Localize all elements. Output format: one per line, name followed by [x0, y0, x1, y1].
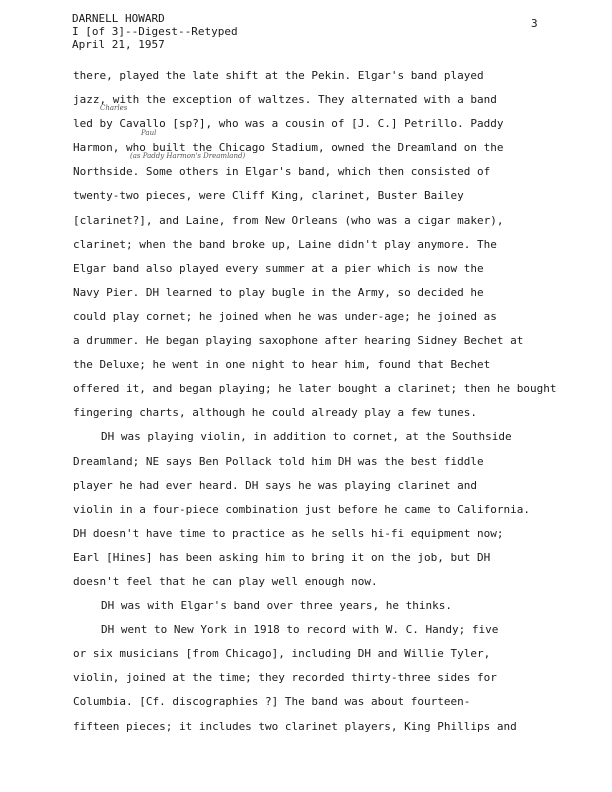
handwritten-note: Charles	[100, 104, 128, 112]
text-line: or six musicians [from Chicago], including DH and Willie Tyler,	[73, 647, 491, 661]
text-line: Dreamland; NE says Ben Pollack told him DH was the best fiddle	[73, 454, 484, 468]
text-line: Navy Pier. DH learned to play bugle in the Army, so decided he	[73, 285, 484, 299]
text-line: violin, joined at the time; they recorded thirty-three sides for	[73, 671, 497, 685]
text-line: DH was with Elgar's band over three years, he thinks.	[101, 599, 452, 613]
text-line: led by Cavallo [sp?], who was a cousin of [J. C.] Petrillo. Paddy	[73, 117, 504, 131]
header-name: DARNELL HOWARD	[72, 12, 165, 25]
text-line: a drummer. He began playing saxophone after hearing Sidney Bechet at	[73, 334, 524, 348]
text-line: could play cornet; he joined when he was under-age; he joined as	[73, 309, 497, 323]
text-line: the Deluxe; he went in one night to hear him, found that Bechet	[73, 358, 491, 372]
handwritten-note: Paul	[141, 129, 157, 137]
text-line: clarinet; when the band broke up, Laine didn't play anymore. The	[73, 237, 497, 251]
page-number: 3	[531, 17, 538, 30]
header-date: April 21, 1957	[72, 38, 165, 51]
text-line: DH doesn't have time to practice as he sells hi-fi equipment now;	[73, 526, 504, 540]
text-line: Northside. Some others in Elgar's band, which then consisted of	[73, 165, 491, 179]
text-line: offered it, and began playing; he later bought a clarinet; then he bought	[73, 382, 557, 396]
text-line: there, played the late shift at the Pekin. Elgar's band played	[73, 69, 484, 82]
text-line: fifteen pieces; it includes two clarinet players, King Phillips and	[73, 719, 517, 733]
text-line: doesn't feel that he can play well enough now.	[73, 574, 378, 588]
text-line: jazz, with the exception of waltzes. They alternated with a band	[73, 93, 497, 107]
page-header	[72, 12, 238, 51]
header-reel: I [of 3]--Digest--Retyped	[72, 25, 238, 38]
text-line: Harmon, who built the Chicago Stadium, owned the Dreamland on the	[73, 141, 504, 155]
body-text	[73, 64, 603, 739]
text-line: player he had ever heard. DH says he was playing clarinet and	[73, 478, 477, 492]
handwritten-note: (as Paddy Harmon's Dreamland)	[130, 152, 246, 160]
text-line: DH went to New York in 1918 to record with W. C. Handy; five	[101, 623, 499, 637]
text-line: twenty-two pieces, were Cliff King, clarinet, Buster Bailey	[73, 189, 464, 203]
text-line: [clarinet?], and Laine, from New Orleans (who was a cigar maker),	[73, 213, 504, 227]
text-line: Elgar band also played every summer at a pier which is now the	[73, 261, 484, 275]
text-line: violin in a four-piece combination just before he came to California.	[73, 502, 530, 516]
text-line: fingering charts, although he could already play a few tunes.	[73, 406, 477, 420]
text-line: DH was playing violin, in addition to cornet, at the Southside	[101, 430, 512, 444]
text-line: Columbia. [Cf. discographies ?] The band was about fourteen-	[73, 695, 471, 709]
text-line: Earl [Hines] has been asking him to bring it on the job, but DH	[73, 550, 491, 564]
